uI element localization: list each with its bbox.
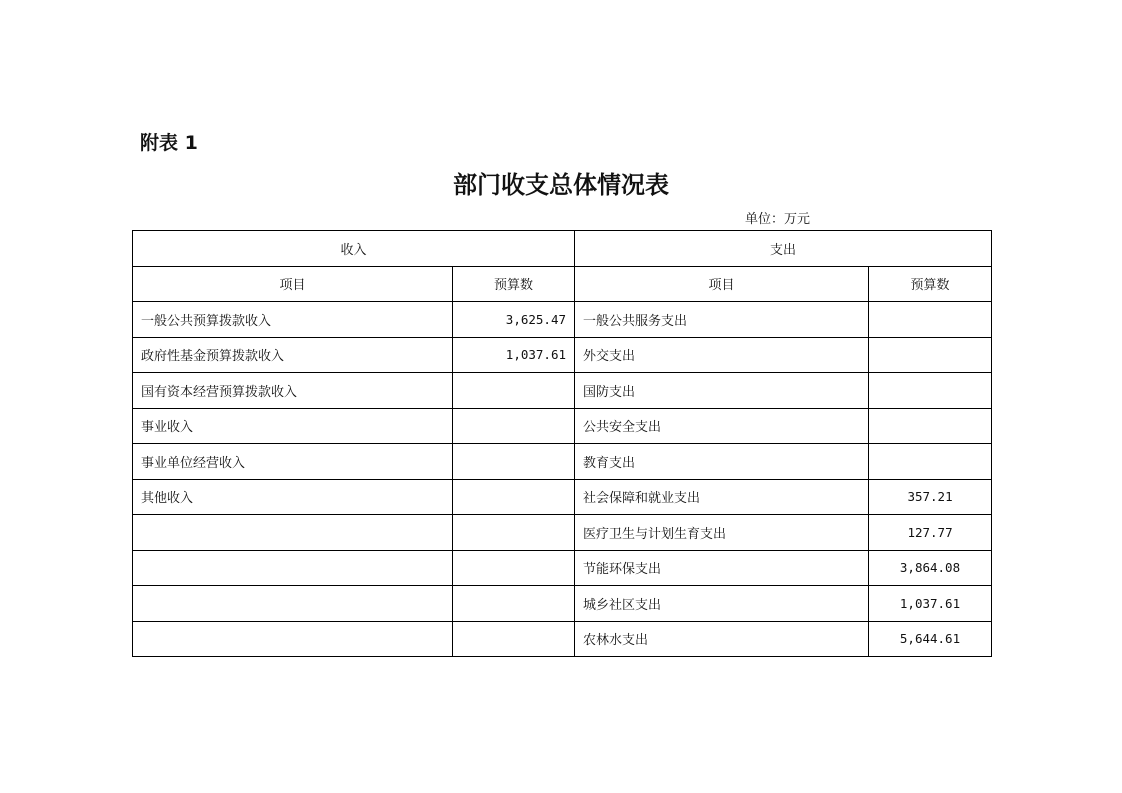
income-amount-cell [453,550,575,586]
budget-table-body [133,231,992,657]
income-item-cell: 事业收入 [133,408,453,444]
expense-amount-cell [869,337,992,373]
income-amount-cell [453,621,575,657]
table-row [133,408,992,444]
expense-amount-cell: 5,644.61 [869,621,992,657]
income-amount-cell [453,515,575,551]
income-item-cell: 事业单位经营收入 [133,444,453,480]
table-row [133,337,992,373]
income-amount-cell [453,586,575,622]
income-amount-cell: 3,625.47 [453,302,575,338]
table-row [133,373,992,409]
document-title: 部门收支总体情况表 [453,171,669,199]
expense-item-cell: 外交支出 [575,337,869,373]
expense-item-cell: 一般公共服务支出 [575,302,869,338]
expense-amount-cell [869,408,992,444]
income-amount-cell [453,408,575,444]
table-column-header-row [133,266,992,302]
income-amount-cell: 1,037.61 [453,337,575,373]
expense-item-cell: 公共安全支出 [575,408,869,444]
expense-item-cell: 教育支出 [575,444,869,480]
table-row [133,621,992,657]
table-row [133,302,992,338]
expense-group-header: 支出 [575,231,992,267]
income-item-cell: 政府性基金预算拨款收入 [133,337,453,373]
expense-item-header: 项目 [575,266,869,302]
expense-item-cell: 节能环保支出 [575,550,869,586]
income-amount-cell [453,479,575,515]
income-amount-cell [453,373,575,409]
budget-table [132,230,992,657]
income-item-cell [133,550,453,586]
income-item-header: 项目 [133,266,453,302]
expense-item-cell: 农林水支出 [575,621,869,657]
expense-item-cell: 社会保障和就业支出 [575,479,869,515]
expense-amount-header: 预算数 [869,266,992,302]
income-amount-cell [453,444,575,480]
income-item-cell [133,515,453,551]
expense-amount-cell [869,302,992,338]
expense-item-cell: 医疗卫生与计划生育支出 [575,515,869,551]
expense-amount-cell: 3,864.08 [869,550,992,586]
expense-amount-cell: 1,037.61 [869,586,992,622]
table-group-header-row [133,231,992,267]
income-group-header: 收入 [133,231,575,267]
attachment-label: 附表 1 [140,132,198,154]
income-item-cell: 一般公共预算拨款收入 [133,302,453,338]
unit-label: 单位：万元 [745,212,811,227]
table-row [133,444,992,480]
income-item-cell [133,621,453,657]
income-item-cell: 其他收入 [133,479,453,515]
expense-item-cell: 国防支出 [575,373,869,409]
expense-amount-cell [869,444,992,480]
table-row [133,550,992,586]
table-row [133,586,992,622]
expense-item-cell: 城乡社区支出 [575,586,869,622]
income-item-cell [133,586,453,622]
table-row [133,479,992,515]
expense-amount-cell: 127.77 [869,515,992,551]
expense-amount-cell [869,373,992,409]
table-row [133,515,992,551]
income-amount-header: 预算数 [453,266,575,302]
expense-amount-cell: 357.21 [869,479,992,515]
income-item-cell: 国有资本经营预算拨款收入 [133,373,453,409]
